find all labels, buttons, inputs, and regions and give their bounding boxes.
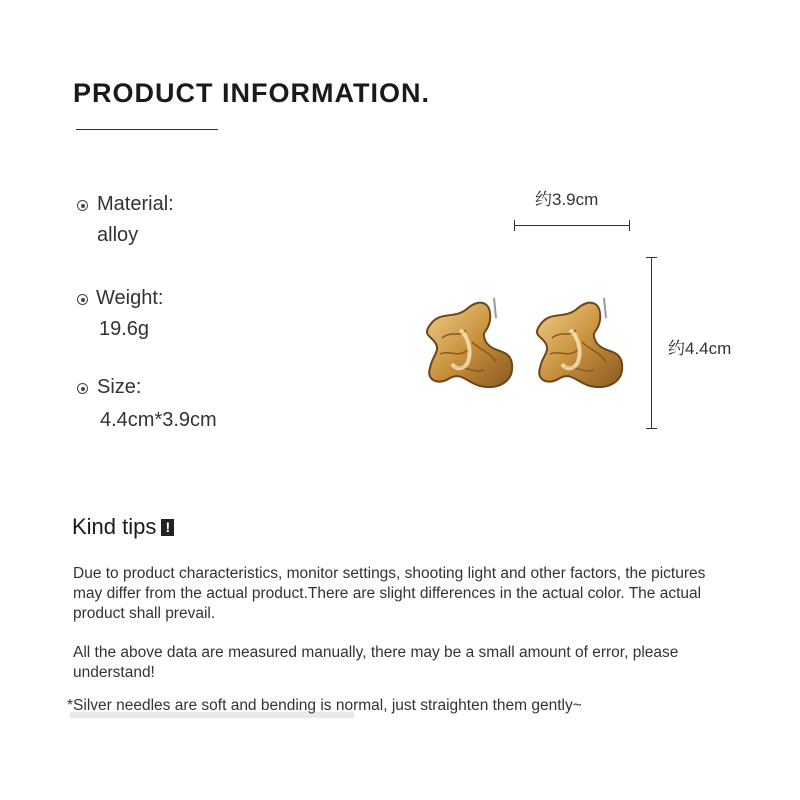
weight-label: Weight: [96,287,164,309]
width-line [514,225,630,226]
width-label: 约3.9cm [535,190,599,209]
page-title: PRODUCT INFORMATION. [73,78,430,108]
earrings-image [410,290,640,405]
title-divider [76,129,218,130]
exclamation-icon: ! [161,519,174,536]
width-line-cap-left [514,220,515,231]
tips-paragraph-2: All the above data are measured manually, there may be a small amount of error, please understand! [73,644,679,681]
earring-left [427,298,512,387]
height-line-cap-top [646,257,657,258]
earring-right [537,298,622,387]
height-line-cap-bottom [646,428,657,429]
height-label: 约4.4cm [668,339,732,358]
height-line [651,257,652,429]
width-line-cap-right [629,220,630,231]
bullet-icon [77,383,88,394]
bullet-icon [77,294,88,305]
bullet-icon [77,200,88,211]
tips-paragraph-1: Due to product characteristics, monitor settings, shooting light and other factors, the pictures may differ from the actual product.There are slight differences in the actual color. The actual product shall prevail. [73,565,706,622]
size-label: Size: [97,376,142,398]
kind-tips-label: Kind tips [72,514,157,539]
weight-value: 19.6g [99,318,150,340]
material-value: alloy [97,224,139,246]
kind-tips-heading [72,514,174,540]
size-value: 4.4cm*3.9cm [100,409,217,431]
material-label: Material: [97,193,174,215]
silver-needle-note: *Silver needles are soft and bending is normal, just straighten them gently~ [67,697,582,714]
